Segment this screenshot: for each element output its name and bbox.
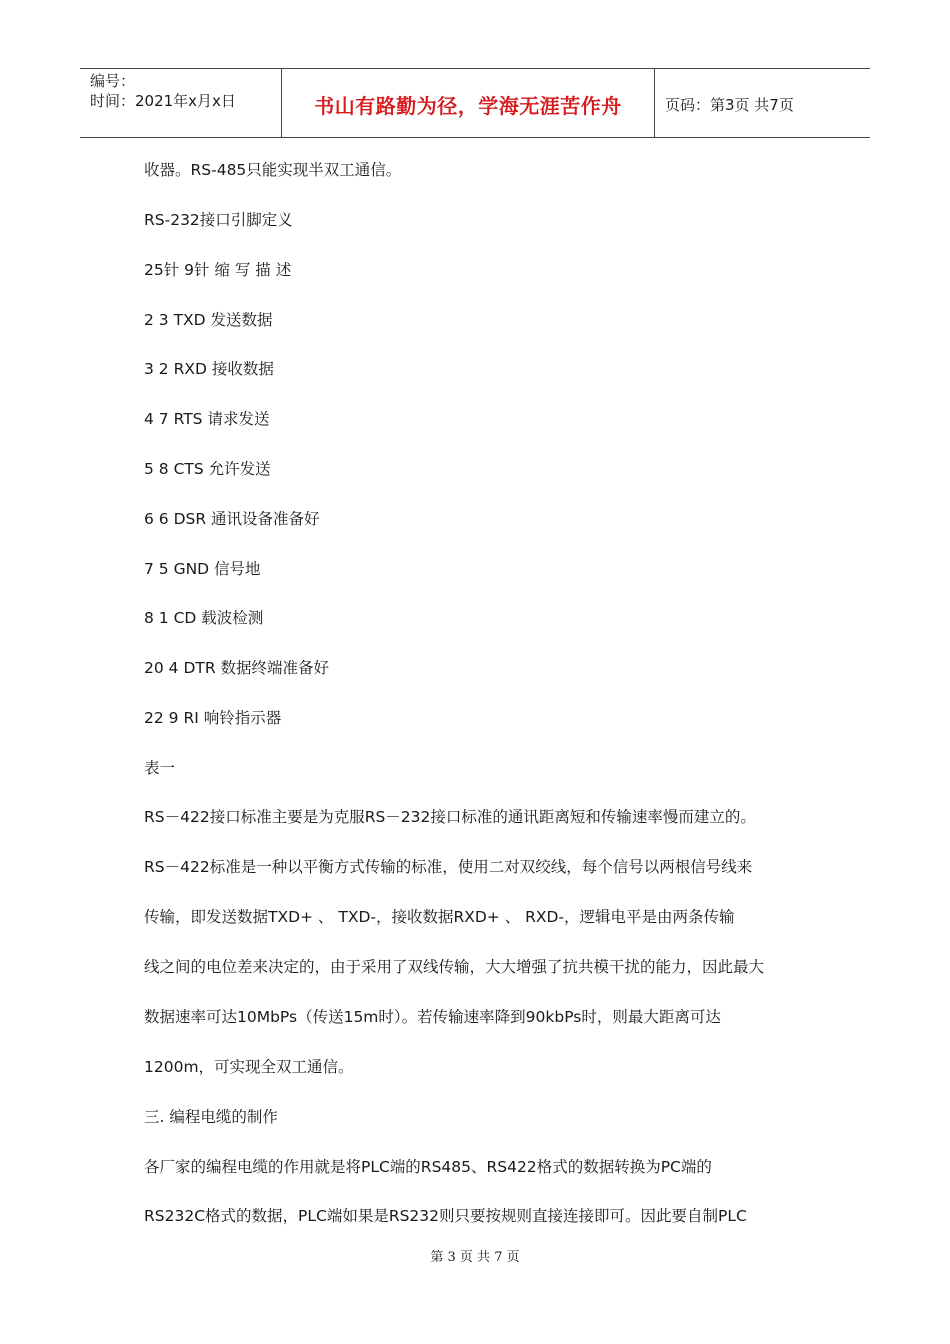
section-heading: RS-232接口引脚定义 xyxy=(144,211,293,229)
table-row: 7 5 GND 信号地 xyxy=(144,560,261,578)
table-caption: 表一 xyxy=(144,759,176,777)
header-page-info: 页码：第3页 共7页 xyxy=(665,96,794,114)
paragraph-line: 1200m，可实现全双工通信。 xyxy=(144,1058,354,1076)
header-meta-cell xyxy=(80,69,282,137)
paragraph-line: 传输，即发送数据TXD+ 、 TXD-，接收数据RXD+ 、 RXD-，逻辑电平是由两条传输 xyxy=(144,908,735,926)
paragraph-line: RS232C格式的数据，PLC端如果是RS232则只要按规则直接连接即可。因此要自制PLC xyxy=(144,1207,747,1225)
header-motto-cell xyxy=(282,69,655,137)
document-date: 时间：2021年x月x日 xyxy=(90,92,236,110)
paragraph-line: 各厂家的编程电缆的作用就是将PLC端的RS485、RS422格式的数据转换为PC端的 xyxy=(144,1158,712,1176)
section-heading: 三. 编程电缆的制作 xyxy=(144,1108,278,1126)
table-row: 2 3 TXD 发送数据 xyxy=(144,311,273,329)
paragraph-line: 线之间的电位差来决定的，由于采用了双线传输，大大增强了抗共模干扰的能力，因此最大 xyxy=(144,958,765,976)
table-row: 5 8 CTS 允许发送 xyxy=(144,460,271,478)
document-number-label: 编号： xyxy=(90,72,136,90)
body-line: 收器。RS-485只能实现半双工通信。 xyxy=(144,161,402,179)
table-row: 6 6 DSR 通讯设备准备好 xyxy=(144,510,320,528)
table-row: 4 7 RTS 请求发送 xyxy=(144,410,270,428)
paragraph-line: RS－422接口标准主要是为克服RS－232接口标准的通讯距离短和传输速率慢而建立的。 xyxy=(144,808,756,826)
table-header-row: 25针 9针 缩 写 描 述 xyxy=(144,261,292,279)
header-table xyxy=(80,68,870,138)
table-row: 20 4 DTR 数据终端准备好 xyxy=(144,659,330,677)
table-row: 22 9 RI 响铃指示器 xyxy=(144,709,282,727)
paragraph-line: RS－422标准是一种以平衡方式传输的标准，使用二对双绞线，每个信号以两根信号线来 xyxy=(144,858,753,876)
header-page-cell xyxy=(655,69,870,137)
paragraph-line: 数据速率可达10MbPs（传送15m时）。若传输速率降到90kbPs时，则最大距离可达 xyxy=(144,1008,721,1026)
table-row: 8 1 CD 载波检测 xyxy=(144,609,264,627)
table-row: 3 2 RXD 接收数据 xyxy=(144,360,274,378)
header-motto: 书山有路勤为径，学海无涯苦作舟 xyxy=(314,94,622,118)
page-footer: 第 3 页 共 7 页 xyxy=(430,1250,520,1265)
